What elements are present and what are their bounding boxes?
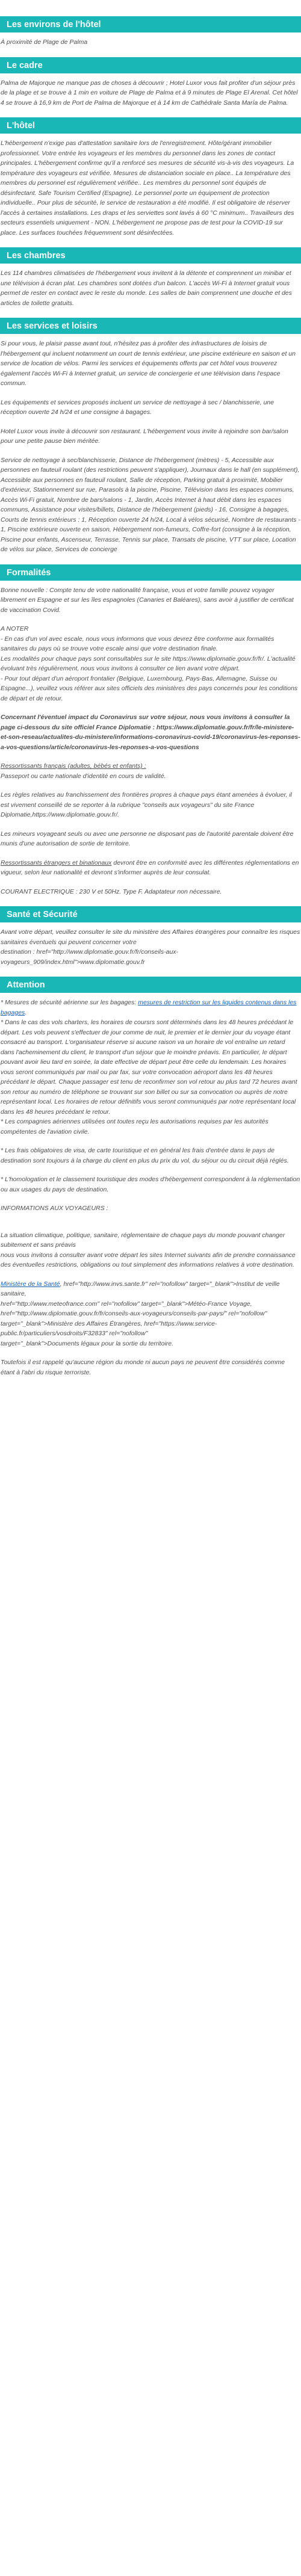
section-sante xyxy=(0,906,301,967)
formalites-mineurs: Les mineurs voyageant seuls ou avec une personne ne disposant pas de l'autorité parentale doivent être munis d'une autorisation de sortie de territoire. xyxy=(1,830,294,847)
section-title: Formalités xyxy=(0,564,301,581)
attention-text-6 xyxy=(1,1279,300,1349)
formalites-electricite: COURANT ELECTRIQUE : 230 V et 50Hz. Type F. Adaptateur non nécessaire. xyxy=(1,888,222,895)
section-environs xyxy=(0,16,301,48)
services-list: Service de nettoyage à sec/blanchisserie, Distance de l'hébergement (mètres) - 5, Accessible aux personnes en fauteuil roulant (des restrictions peuvent s'appliquer), Journaux dans le hall (en supplément), Accessible aux personnes en fauteuil roulant, Salle de réception, Parking gratuit à proximité, Mobilier d'extérieur, Stationnement sur rue, Parasols à la piscine, Piscine, Télévision dans les espaces communs, Accès Wi-Fi gratuit, Nombre de bars/salons - 1, Jardin, Accès Internet à haut débit dans les espaces communs, Assistance pour visites/billets, Distance de l'hébergement (pieds) - 16, Consigne à bagages, Courts de tennis extérieurs : 1, Réception ouverte 24 h/24, Local à vélos sécurisé, Nombre de restaurants - 1, Piscine extérieure ouverte en saison, Hébergement non-fumeurs, Coffre-fort (consigne à la réception, Piscine pour enfants, Ascenseur, Terrasse, Tennis sur place, Transats de piscine, VTT sur place, Location de vélos sur place, Services de concierge xyxy=(1,456,300,553)
attention-text-7: Toutefois il est rappelé qu'aucune région du monde ni aucun pays ne peuvent être considérés comme étant à l'abri du risque terroriste. xyxy=(1,1359,285,1376)
etrangers-text: devront être en conformité avec les différentes réglementations en vigueur, selon leur nationalité et devront s'informer auprès de leur consulat. xyxy=(1,859,299,876)
attention-p6-text: , href="http://www.invs.sante.fr" rel="nofollow" target="_blank">Institut de veille sanitaire, href="http://www.meteofrance.com" rel="nofollow" target="_blank">Météo-France Voyage, href="http://www.diplomatie.gouv.fr/fr/conseils-aux-voyageurs/conseils-par-pays/" rel="nofollow" target="_blank">Ministère des Affaires Étrangères, href="https://www.service-public.fr/particuliers/vosdroits/F32833" rel="nofollow" target="_blank">Documents légaux pour la sortie du territoire. xyxy=(1,1280,280,1347)
ressortissants-heading: Ressortissants français (adultes, bébés et enfants) : xyxy=(1,762,146,770)
environs-text: À proximité de Plage de Palma xyxy=(1,39,88,46)
sante-text: Avant votre départ, veuillez consulter le site du ministère des Affaires étrangères pour connaître les risques sanitaires éventuels qui peuvent concerner votre destination : href="http://www.diplomatie.gouv.fr/fr/conseils-aux-voyageurs_909/index.html">www.diplomatie.gouv.fr xyxy=(1,928,300,966)
section-services xyxy=(0,318,301,555)
ressortissants-text: Passeport ou carte nationale d'identité en cours de validité. xyxy=(1,772,166,780)
formalites-coronavirus: Concernant l'éventuel impact du Coronavirus sur votre séjour, nous vous invitons à consulter la page ci-dessous du site officiel France Diplomatie : https://www.diplomatie.gouv.fr/fr/le-ministere-et-son-reseau/actualites-du-ministere/informations-coronavirus-covid-19/coronavirus-les-reponses-a-vos-questions/article/coronavirus-les-reponses-a-vos-questions xyxy=(1,714,300,751)
chambres-text: Les 114 chambres climatisées de l'hébergement vous invitent à la détente et comprennent un minibar et une télévision à écran plat. Les chambres sont dotées d'un balcon. L'accès Wi-Fi à Internet gratuit vous permet de rester en contact avec le reste du monde. Les salles de bain comprennent une douche et des articles de toilette gratuits. xyxy=(1,270,292,307)
formalites-text-1: Bonne nouvelle : Compte tenu de votre nationalité française, vous et votre famille pouvez voyager librement en Espagne et sur les îles espagnoles (Canaries et Baléares), sans avoir à justifier de certificat de vaccination Covid. xyxy=(1,586,294,614)
services-text-1: Si pour vous, le plaisir passe avant tout, n'hésitez pas à profiter des infrastructures de loisirs de l'hébergement qui incluent notamment un court de tennis extérieur, une piscine extérieure en saison et un service de location de vélos. Parmi les services et équipements offerts par cet hôtel vous trouverez également l'accès Wi-Fi à Internet gratuit, un service de conciergerie et une télévision dans l'espace commun. xyxy=(1,340,296,387)
formalites-etrangers-block xyxy=(1,858,300,878)
services-text-3: Hotel Luxor vous invite à découvrir son restaurant. L'hébergement vous invite à rejoindre son bar/salon pour une petite pause bien méritée. xyxy=(1,427,288,445)
section-title: Les chambres xyxy=(0,247,301,264)
section-title: Les services et loisirs xyxy=(0,318,301,334)
section-title: L'hôtel xyxy=(0,117,301,134)
section-attention xyxy=(0,977,301,1377)
attention-p1-pre: * Mesures de sécurité aérienne sur les bagages: xyxy=(1,999,138,1006)
attention-text-1 xyxy=(1,998,300,1137)
attention-infos-heading: INFORMATIONS AUX VOYAGEURS : xyxy=(1,1205,108,1212)
attention-text-5: La situation climatique, politique, sanitaire, réglementaire de chaque pays du monde pouvant changer subitement et sans préavis nous vous invitons à consulter avant votre départ les sites Internet suivants afin de prendre connaissance des éventuelles restrictions, obligations ou tout simplement des informations relatives à votre destination. xyxy=(1,1231,296,1268)
section-title: Le cadre xyxy=(0,57,301,73)
section-title: Attention xyxy=(0,977,301,993)
section-title: Santé et Sécurité xyxy=(0,906,301,922)
section-formalites xyxy=(0,564,301,897)
services-text-2: Les équipements et services proposés incluent un service de nettoyage à sec / blanchisserie, une réception ouverte 24 h/24 et une consigne à bagages. xyxy=(1,398,275,416)
attention-text-2: * Les frais obligatoires de visa, de carte touristique et en général les frais d'entrée dans le pays de destination sont toujours à la charge du client en plus du prix du vol, du séjour ou du circuit déjà réglés. xyxy=(1,1147,289,1164)
section-title: Les environs de l'hôtel xyxy=(0,16,301,32)
ministere-sante-link[interactable]: Ministère de la Santé xyxy=(1,1280,60,1288)
liquides-restriction-link[interactable]: mesures de restriction sur les liquides contenus dans les bagages xyxy=(1,999,297,1016)
formalites-frontieres: Les règles relatives au franchissement des frontières propres à chaque pays étant amenées à évoluer, il est vivement conseillé de se reporter à la rubrique "conseils aux voyageurs" du site France Diplomatie,https://www.diplomatie.gouv.fr/. xyxy=(1,791,292,818)
hotel-text: L'hébergement n'exige pas d'attestation sanitaire lors de l'enregistrement. Hôte/gérant immobilier professionnel. Votre entrée les voyageurs et les membres du personnel dans les zones de contact principales. L'hébergement confirme qu'il a renforcé ses mesures de sécurité vis-à-vis des voyageurs. La température des voyageurs est vérifiée. Mesures de distanciation sociale en place.. La température des membres du personnel est régulièrement vérifiée.. Les membres du personnel sont équipés de désinfectant. Safe Tourism Certified (Espagne). Le personnel porte un équipement de protection individuelle.. Pour plus de sécurité, le service de restauration a été modifié. Il est obligatoire de réserver l'accès à certaines installations. Les draps et les serviettes sont lavés à 60 °C minimum.. Travailleurs des secteurs essentiels uniquement - NON. L'hébergement ne propose pas de test pour la COVID-19 sur place. Les surfaces touchées fréquemment sont désinfectées. xyxy=(1,140,294,236)
section-cadre xyxy=(0,57,301,108)
etrangers-heading: Ressortissants étrangers et binationaux xyxy=(1,859,112,866)
page-footer xyxy=(0,1386,301,1398)
cadre-text: Palma de Majorque ne manque pas de choses à découvrir ; Hotel Luxor vous fait profiter d'un séjour près de la plage et se trouve à 1 min en voiture de Plage de Palma et à 9 minutes de Plage El Arenal. Cet hôtel 4 se trouve à 16,9 km de Port de Palma de Majorque et à 14 km de Cathédrale Santa María de Palma. xyxy=(1,79,298,107)
formalites-ressortissants-block xyxy=(1,761,300,781)
section-chambres xyxy=(0,247,301,308)
attention-p1-post: . * Dans le cas des vols charters, les horaires de coursrs sont déterminés dans les 48 heures précédant le départ. Les vols peuvent s'effectuer de jour comme de nuit, le premier et le dernier jour du voyage étant consacré au transport. L'organisateur réserve si aucune raison va un horaire de vol entraîne un retard dans l'acheminement du client, le transport d'un séjour que le moindre préavis. En particulier, le départ pouvant avoir lieu tard en soirée, la date effective de départ peut être celle du lendemain. Les horaires vous seront communiqués par mail ou par fax, sur votre convocation aéroport dans les 48 heures précédant le départ. Chaque passager est tenu de reconfirmer son vol retour au plus tard 72 heures avant son retour au numéro de téléphone se trouvant sur son billet ou sur sa convocation ou auprès de notre représentant local. Les horaires de retour définitifs vous seront communiqués par notre représentant local dans les 48 heures précédant le retour. * Les compagnies aériennes utilisées ont toutes reçu les autorisations requises par les autorités compétentes de l'aviation civile. xyxy=(1,1008,297,1135)
section-hotel xyxy=(0,117,301,238)
formalites-note: A NOTER - En cas d'un vol avec escale, nous vous informons que vous devrez être conforme aux formalités sanitaires du pays où se trouve votre escale ainsi que votre destination finale. Les modalités pour chaque pays sont consultables sur le site https://www.diplomatie.gouv.fr/fr/. L'actualité évoluant très régulièrement, nous vous invitons à consulter ce lien avant votre départ. - Pour tout départ d'un aéroport frontalier (Belgique, Luxembourg, Pays-Bas, Allemagne, Suisse ou Espagne...), veuillez vous référer aux sites officiels des ministères des pays concernés pour les conditions de départ et de retour. xyxy=(1,625,298,702)
attention-text-3: * L'homologation et le classement touristique des modes d'hébergement correspondent à la réglementation ou aux usages du pays de destination. xyxy=(1,1176,300,1193)
